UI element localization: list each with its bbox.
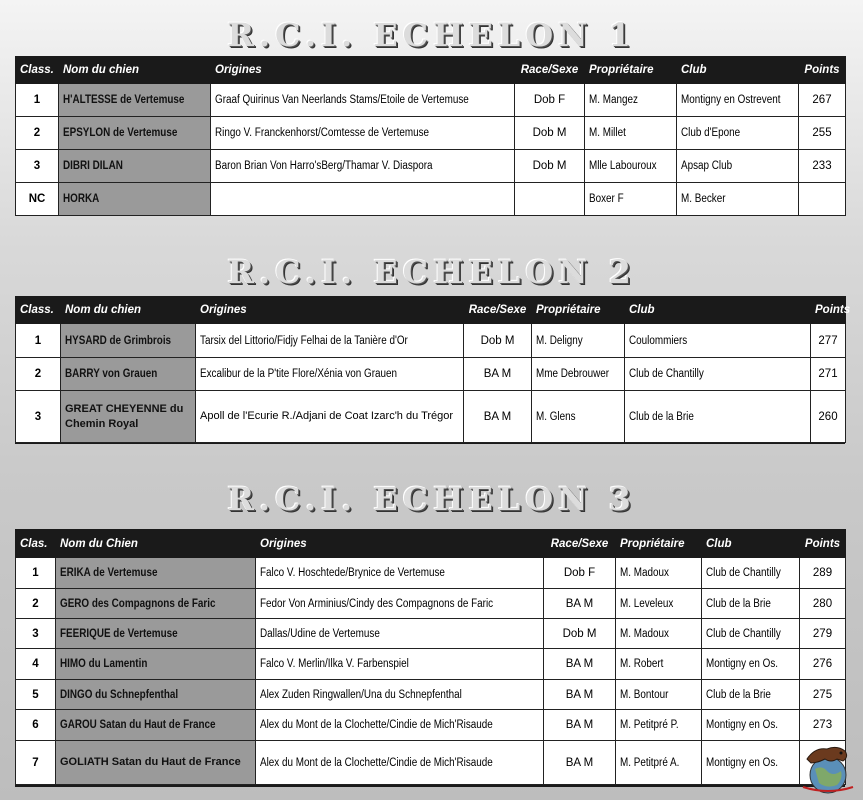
header-origines: Origines [196,297,464,324]
dog-name: FEERIQUE de Vertemuse [60,627,178,640]
race-cell: BA M [544,589,616,619]
club: Apsap Club [681,160,733,172]
proprietaire-cell [616,649,702,680]
proprietaire-cell [616,710,702,741]
table-row [16,589,846,619]
dog-name: HYSARD de Grimbrois [65,334,172,347]
proprietaire: M. Deligny [536,334,583,347]
table-row [16,150,846,183]
dog-name-cell [61,358,196,391]
header-nom: Nom du chien [61,297,196,324]
dog-name: DIBRI DILAN [63,160,123,172]
proprietaire: Boxer F [589,193,624,205]
points-cell: 255 [799,117,846,150]
table-row [16,619,846,649]
origines: Falco V. Hoschtede/Brynice de Vertemuse [260,567,445,579]
race-cell: BA M [544,680,616,710]
dog-name: DINGO du Schnepfenthal [60,688,179,701]
header-proprietaire: Propriétaire [585,57,677,84]
points-cell: 267 [799,84,846,117]
table-row [16,391,846,443]
dog-name-cell: GOLIATH Satan du Haut de France [56,741,256,785]
dog-name-cell [59,183,211,216]
origines: Ringo V. Franckenhorst/Comtesse de Vertemuse [215,127,430,139]
club: Club de la Brie [706,597,771,610]
origines-cell [196,358,464,391]
proprietaire-cell [616,741,702,785]
club-cell [702,710,800,741]
proprietaire-cell [532,358,625,391]
header-proprietaire: Propriétaire [616,530,702,558]
echelon-2-title: R.C.I. ECHELON 2 [227,253,636,291]
points-cell: 280 [800,589,846,619]
points-cell: 271 [811,358,846,391]
proprietaire: M. Petitpré P. [620,719,679,731]
origines: Baron Brian Von Harro'sBerg/Thamar V. Diaspora [215,160,433,172]
proprietaire-cell [585,84,677,117]
proprietaire-cell [585,183,677,216]
header-points: Points [799,57,846,84]
club: Club de la Brie [629,410,694,423]
table-row [16,117,846,150]
proprietaire-cell [616,680,702,710]
class-cell: NC [16,183,59,216]
race-cell [515,183,585,216]
origines-cell [211,150,515,183]
race-cell: Dob F [515,84,585,117]
club: Coulommiers [629,334,688,347]
header-nom: Nom du chien [59,57,211,84]
header-proprietaire: Propriétaire [532,297,625,324]
class-cell: 5 [16,680,56,710]
club-cell [702,558,800,589]
origines-cell [256,649,544,680]
class-cell: 3 [16,619,56,649]
class-cell: 2 [16,589,56,619]
club: Club de Chantilly [706,627,781,640]
dog-name: EPSYLON de Vertemuse [63,127,178,139]
points-cell: 289 [800,558,846,589]
dog-name-cell [59,150,211,183]
table-header [16,297,846,324]
club: Montigny en Os. [706,756,779,769]
dog-name: BARRY von Grauen [65,368,158,380]
echelon-1-title: R.C.I. ECHELON 1 [227,16,636,54]
header-race: Race/Sexe [515,57,585,84]
points-cell [799,183,846,216]
origines: Dallas/Udine de Vertemuse [260,627,380,640]
club-cell [677,117,799,150]
points-cell: 276 [800,649,846,680]
race-cell: BA M [544,710,616,741]
dog-name: GERO des Compagnons de Faric [60,597,216,610]
proprietaire-cell [616,619,702,649]
origines-cell [256,710,544,741]
proprietaire: M. Bontour [620,688,669,701]
dog-name-cell [56,680,256,710]
race-cell: BA M [544,649,616,680]
proprietaire: M. Madoux [620,567,669,579]
header-points: Points [811,297,846,324]
table-row [16,84,846,117]
origines-cell: Apoll de l'Ecurie R./Adjani de Coat Izarc'h du Trégor [196,391,464,443]
club: Montigny en Os. [706,658,779,670]
points-cell: 273 [800,710,846,741]
header-club: Club [625,297,811,324]
origines: Tarsix del Littorio/Fidjy Felhai de la Tanière d'Or [200,334,408,347]
header-class: Clas. [16,530,56,558]
race-cell: Dob M [544,619,616,649]
header-race: Race/Sexe [464,297,532,324]
origines-cell [211,183,515,216]
proprietaire-cell [616,558,702,589]
dog-name-cell [56,558,256,589]
proprietaire: M. Madoux [620,627,669,640]
proprietaire: M. Robert [620,658,664,670]
club-cell [702,741,800,785]
dog-name-cell [56,589,256,619]
race-cell: Dob M [515,150,585,183]
proprietaire-cell [616,589,702,619]
table-row [16,710,846,741]
origines: Falco V. Merlin/Ilka V. Farbenspiel [260,658,409,670]
echelon-3-title: R.C.I. ECHELON 3 [227,480,636,518]
proprietaire-cell [585,150,677,183]
header-nom: Nom du Chien [56,530,256,558]
origines: Fedor Von Arminius/Cindy des Compagnons de Faric [260,597,494,610]
proprietaire: Mme Debrouwer [536,368,610,380]
header-origines: Origines [211,57,515,84]
club-cell [677,183,799,216]
echelon-3-table [15,529,846,785]
header-club: Club [677,57,799,84]
origines: Graaf Quirinus Van Neerlands Stams/Etoile de Vertemuse [215,94,469,106]
race-cell: Dob F [544,558,616,589]
club: Montigny en Os. [706,719,779,731]
dog-name-cell [59,117,211,150]
club-cell [625,358,811,391]
class-cell: 1 [16,324,61,358]
club-cell [702,619,800,649]
club-cell [677,150,799,183]
class-cell: 4 [16,649,56,680]
class-cell: 2 [16,358,61,391]
origines: Alex du Mont de la Clochette/Cindie de Mich'Risaude [260,719,493,731]
points-cell: 260 [811,391,846,443]
race-cell: Dob M [515,117,585,150]
club-cell [702,589,800,619]
origines-cell [256,558,544,589]
proprietaire: M. Millet [589,127,626,139]
class-cell: 2 [16,117,59,150]
club-cell [702,649,800,680]
header-class: Class. [16,57,59,84]
club-cell [625,324,811,358]
points-cell: 233 [799,150,846,183]
origines: Alex Zuden Ringwallen/Una du Schnepfenthal [260,688,462,701]
table-row [16,358,846,391]
dog-name-cell [56,619,256,649]
class-cell: 3 [16,150,59,183]
race-cell: Dob M [464,324,532,358]
proprietaire: M. Petitpré A. [620,756,680,769]
club: Montigny en Ostrevent [681,94,781,106]
points-cell: 279 [800,619,846,649]
header-class: Class. [16,297,61,324]
origines-cell [211,117,515,150]
dog-name-cell [56,649,256,680]
table-row [16,649,846,680]
header-points: Points [800,530,846,558]
club: M. Becker [681,193,726,205]
echelon-2-table [15,296,851,443]
proprietaire-cell [532,324,625,358]
race-cell: BA M [464,358,532,391]
table-row [16,741,846,785]
dog-name-cell [59,84,211,117]
club-cell [702,680,800,710]
origines-cell [256,619,544,649]
origines: Alex du Mont de la Clochette/Cindie de Mich'Risaude [260,756,493,769]
dog-name: HORKA [63,193,100,205]
dog-name: HIMO du Lamentin [60,658,148,670]
class-cell: 1 [16,558,56,589]
origines-cell [256,680,544,710]
header-club: Club [702,530,800,558]
header-origines: Origines [256,530,544,558]
proprietaire: M. Mangez [589,94,638,106]
table-row [16,324,846,358]
proprietaire: Mlle Labouroux [589,160,657,172]
dog-name: H'ALTESSE de Vertemuse [63,94,185,106]
proprietaire: M. Glens [536,410,576,423]
proprietaire: M. Leveleux [620,597,674,610]
club: Club de la Brie [706,688,771,701]
header-race: Race/Sexe [544,530,616,558]
dog-name-cell [61,324,196,358]
origines: Excalibur de la P'tite Flore/Xénia von Grauen [200,368,398,380]
club-cell [625,391,811,443]
proprietaire-cell [532,391,625,443]
table-row [16,183,846,216]
origines-cell [211,84,515,117]
club: Club d'Epone [681,127,741,139]
origines-cell [256,741,544,785]
club: Club de Chantilly [629,368,704,380]
club-cell [677,84,799,117]
race-cell: BA M [544,741,616,785]
class-cell: 7 [16,741,56,785]
race-cell: BA M [464,391,532,443]
table-header [16,530,846,558]
points-cell: 275 [800,680,846,710]
class-cell: 1 [16,84,59,117]
globe-dog-emblem-icon [797,737,859,795]
points-cell: 277 [811,324,846,358]
class-cell: 3 [16,391,61,443]
dog-name-cell [56,710,256,741]
club: Club de Chantilly [706,567,781,579]
origines-cell [256,589,544,619]
dog-name: ERIKA de Vertemuse [60,567,158,579]
table-row [16,558,846,589]
table-header [16,57,846,84]
echelon-1-table [15,56,846,216]
class-cell: 6 [16,710,56,741]
dog-name: GAROU Satan du Haut de France [60,719,216,731]
origines-cell [196,324,464,358]
table-row [16,680,846,710]
dog-name-cell: GREAT CHEYENNE du Chemin Royal [61,391,196,443]
proprietaire-cell [585,117,677,150]
